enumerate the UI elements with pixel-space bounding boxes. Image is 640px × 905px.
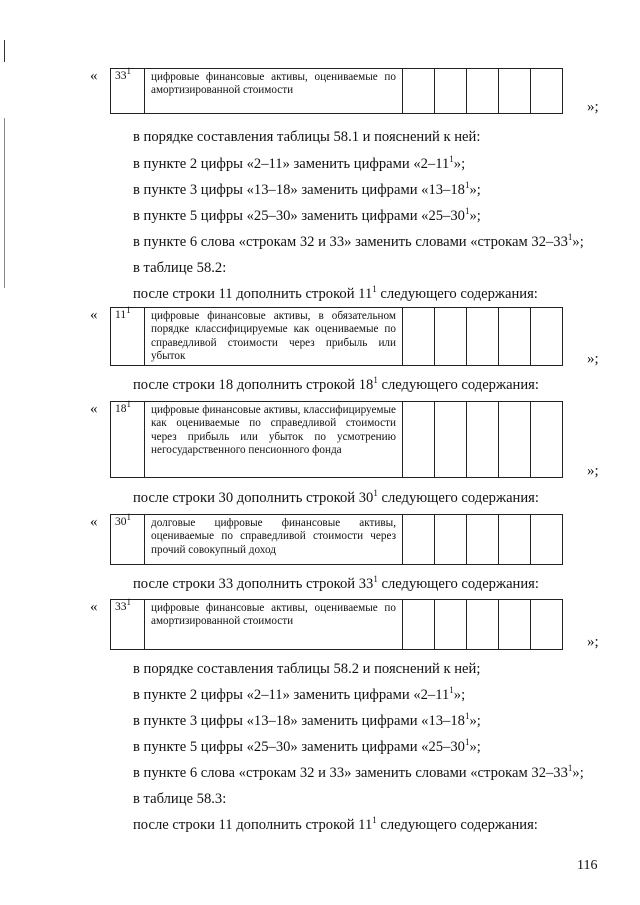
paragraph: в пункте 2 цифры «2–11» заменить цифрами «$2-11^1$»; bbox=[133, 154, 466, 172]
row-description: цифровые финансовые активы, оцениваемые по амортизированной стоимости bbox=[145, 69, 403, 114]
empty-cell bbox=[499, 69, 531, 114]
paragraph: после строки 33 дополнить строкой $33^1$ следующего содержания: bbox=[133, 574, 539, 592]
paragraph: в таблице 58.3: bbox=[133, 791, 227, 807]
table-fragment bbox=[110, 68, 563, 114]
table-row-block bbox=[90, 307, 610, 369]
empty-cell bbox=[403, 308, 435, 366]
empty-cell bbox=[499, 600, 531, 650]
empty-cell bbox=[403, 69, 435, 114]
empty-cell bbox=[403, 515, 435, 565]
row-description: цифровые финансовые активы, классифицируемые как оцениваемые по справедливой стоимости через прибыль или убыток по усмотрению негосударственного пенсионного фонда bbox=[145, 402, 403, 478]
open-quote: « bbox=[90, 514, 98, 530]
empty-cell bbox=[435, 402, 467, 478]
table-fragment bbox=[110, 599, 563, 650]
paragraph: в порядке составления таблицы 58.2 и пояснений к ней; bbox=[133, 661, 481, 677]
close-quote: »; bbox=[587, 463, 599, 479]
table-fragment bbox=[110, 514, 563, 565]
paragraph: в пункте 3 цифры «13–18» заменить цифрами «$13-18^1$»; bbox=[133, 180, 481, 198]
table-fragment bbox=[110, 401, 563, 478]
margin-mark bbox=[4, 40, 5, 62]
close-quote: »; bbox=[587, 634, 599, 650]
row-description: цифровые финансовые активы, оцениваемые по амортизированной стоимости bbox=[145, 600, 403, 650]
empty-cell bbox=[467, 402, 499, 478]
empty-cell bbox=[435, 69, 467, 114]
close-quote: »; bbox=[587, 351, 599, 367]
empty-cell bbox=[531, 515, 563, 565]
row-description: цифровые финансовые активы, в обязательном порядке классифицируемые как оцениваемые по справедливой стоимости через прибыль или убыток bbox=[145, 308, 403, 366]
open-quote: « bbox=[90, 68, 98, 84]
empty-cell bbox=[403, 600, 435, 650]
page-number: 116 bbox=[577, 858, 598, 873]
paragraph: после строки 11 дополнить строкой $11^1$ следующего содержания: bbox=[133, 284, 538, 302]
paragraph: в пункте 3 цифры «13–18» заменить цифрами «$13-18^1$»; bbox=[133, 711, 481, 729]
empty-cell bbox=[435, 515, 467, 565]
empty-cell bbox=[531, 308, 563, 366]
margin-mark bbox=[4, 118, 5, 288]
table-row-block bbox=[90, 401, 610, 481]
open-quote: « bbox=[90, 401, 98, 417]
empty-cell bbox=[531, 69, 563, 114]
empty-cell bbox=[531, 402, 563, 478]
close-quote: »; bbox=[587, 99, 599, 115]
empty-cell bbox=[435, 600, 467, 650]
paragraph: в пункте 6 слова «строкам 32 и 33» заменить словами «строкам $32-33^1$»; bbox=[133, 763, 584, 781]
empty-cell bbox=[467, 600, 499, 650]
paragraph: после строки 18 дополнить строкой $18^1$ следующего содержания: bbox=[133, 375, 539, 393]
empty-cell bbox=[499, 308, 531, 366]
empty-cell bbox=[467, 515, 499, 565]
table-row-block bbox=[90, 68, 610, 118]
row-number: $33^1$ bbox=[111, 600, 145, 650]
empty-cell bbox=[531, 600, 563, 650]
table-fragment bbox=[110, 307, 563, 366]
empty-cell bbox=[403, 402, 435, 478]
table-row-block bbox=[90, 514, 610, 568]
row-number: $30^1$ bbox=[111, 515, 145, 565]
paragraph: в пункте 2 цифры «2–11» заменить цифрами «$2-11^1$»; bbox=[133, 685, 466, 703]
empty-cell bbox=[435, 308, 467, 366]
open-quote: « bbox=[90, 307, 98, 323]
row-number: $18^1$ bbox=[111, 402, 145, 478]
row-number: $11^1$ bbox=[111, 308, 145, 366]
paragraph: в таблице 58.2: bbox=[133, 260, 227, 276]
empty-cell bbox=[467, 69, 499, 114]
empty-cell bbox=[467, 308, 499, 366]
empty-cell bbox=[499, 402, 531, 478]
paragraph: в пункте 5 цифры «25–30» заменить цифрами «$25-30^1$»; bbox=[133, 206, 481, 224]
paragraph: после строки 11 дополнить строкой $11^1$ следующего содержания: bbox=[133, 815, 538, 833]
paragraph: в пункте 6 слова «строкам 32 и 33» заменить словами «строкам $32-33^1$»; bbox=[133, 232, 584, 250]
row-number: $33^1$ bbox=[111, 69, 145, 114]
table-row-block bbox=[90, 599, 610, 655]
paragraph: в порядке составления таблицы 58.1 и пояснений к ней: bbox=[133, 129, 481, 145]
empty-cell bbox=[499, 515, 531, 565]
row-description: долговые цифровые финансовые активы, оцениваемые по справедливой стоимости через прочий совокупный доход bbox=[145, 515, 403, 565]
paragraph: после строки 30 дополнить строкой $30^1$ следующего содержания: bbox=[133, 488, 539, 506]
open-quote: « bbox=[90, 599, 98, 615]
paragraph: в пункте 5 цифры «25–30» заменить цифрами «$25-30^1$»; bbox=[133, 737, 481, 755]
